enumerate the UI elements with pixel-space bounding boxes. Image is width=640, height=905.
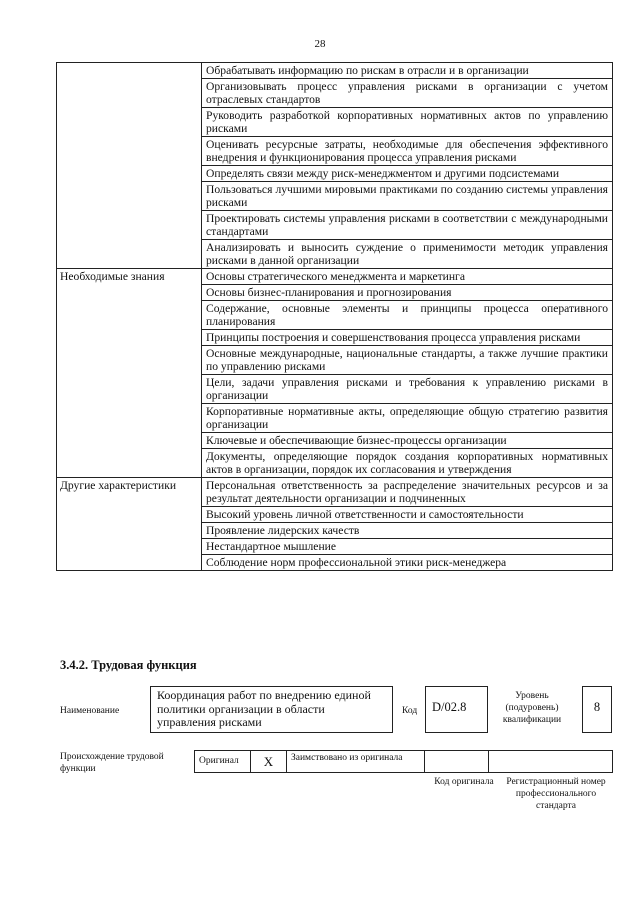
table-row: [57, 478, 613, 507]
function-code-box: D/02.8: [425, 686, 488, 733]
knowledge-item: Основные международные, национальные стандарты, а также лучшие практики по управлению рисками: [202, 346, 613, 375]
skills-item: Руководить разработкой корпоративных нормативных актов по управлению рисками: [202, 108, 613, 137]
other-item: Соблюдение норм профессиональной этики риск-менеджера: [202, 555, 613, 571]
original-code-caption: Код оригинала: [434, 777, 494, 787]
table-row: [57, 63, 613, 79]
knowledge-item: Основы бизнес-планирования и прогнозирования: [202, 285, 613, 301]
skills-item: Определять связи между риск-менеджментом и другими подсистемами: [202, 166, 613, 182]
qualification-level-box: 8: [582, 686, 612, 733]
skills-item: Обрабатывать информацию по рискам в отрасли и в организации: [202, 63, 613, 79]
knowledge-item: Принципы построения и совершенствования процесса управления рисками: [202, 330, 613, 346]
function-name-box: Координация работ по внедрению единой политики организации в области управления рисками: [150, 686, 393, 733]
skills-item: Анализировать и выносить суждение о применимости методик управления рисками в данной организации: [202, 240, 613, 269]
section-title: 3.4.2. Трудовая функция: [60, 658, 197, 672]
skills-item: Проектировать системы управления рисками в соответствии с международными стандартами: [202, 211, 613, 240]
skills-item: Оценивать ресурсные затраты, необходимые для обеспечения эффективного внедрения и функционирования процесса управления рисками: [202, 137, 613, 166]
skills-item: Организовывать процесс управления рисками в организации с учетом отраслевых стандартов: [202, 79, 613, 108]
knowledge-category: Необходимые знания: [57, 269, 202, 478]
knowledge-item: Корпоративные нормативные акты, определяющие общую стратегию развития организации: [202, 404, 613, 433]
competency-table: [56, 62, 613, 571]
knowledge-item: Ключевые и обеспечивающие бизнес-процессы организации: [202, 433, 613, 449]
skills-item: Пользоваться лучшими мировыми практиками по созданию системы управления рисками: [202, 182, 613, 211]
level-label: Уровень (подуровень) квалификации: [502, 691, 562, 725]
other-category: Другие характеристики: [57, 478, 202, 571]
original-mark: X: [251, 751, 287, 773]
registration-number-caption: Регистрационный номер профессионального стандарта: [506, 777, 606, 811]
knowledge-item: Содержание, основные элементы и принципы процесса оперативного планирования: [202, 301, 613, 330]
knowledge-item: Цели, задачи управления рисками и требования к управлению рисками в организации: [202, 375, 613, 404]
knowledge-item: Основы стратегического менеджмента и маркетинга: [202, 269, 613, 285]
original-code-cell: [425, 751, 489, 773]
other-item: Нестандартное мышление: [202, 539, 613, 555]
code-label: Код: [402, 706, 418, 716]
skills-category: [57, 63, 202, 269]
other-item: Персональная ответственность за распределение значительных ресурсов и за результат деятельности организации и подчиненных: [202, 478, 613, 507]
original-cell: Оригинал: [195, 751, 251, 773]
page-number: 28: [314, 38, 326, 50]
other-item: Высокий уровень личной ответственности и самостоятельности: [202, 507, 613, 523]
origin-table: [194, 750, 613, 773]
other-item: Проявление лидерских качеств: [202, 523, 613, 539]
name-label: Наименование: [60, 706, 120, 716]
table-row: [57, 269, 613, 285]
knowledge-item: Документы, определяющие порядок создания корпоративных нормативных актов в организации, порядок их согласования и утверждения: [202, 449, 613, 478]
origin-label: Происхождение трудовой функции: [60, 752, 164, 774]
registration-number-cell: [489, 751, 613, 773]
borrowed-cell: Заимствовано из оригинала: [287, 751, 425, 773]
